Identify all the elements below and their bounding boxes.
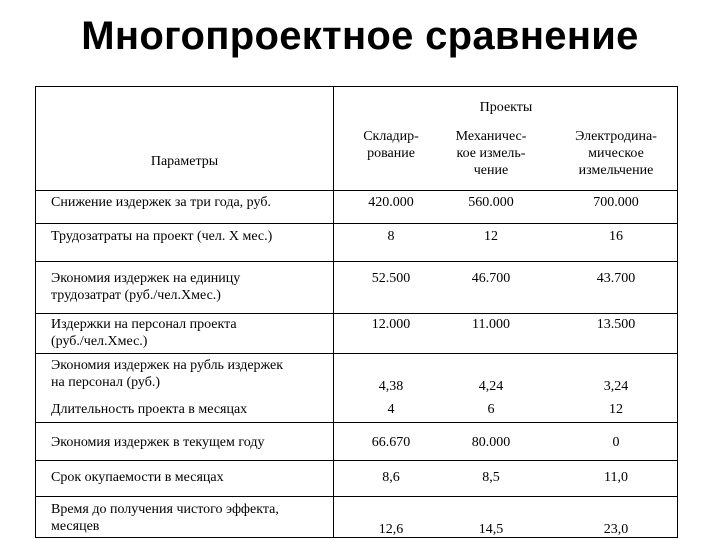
value-mechanical: 46.700	[471, 271, 511, 286]
params-header: Параметры	[150, 154, 219, 169]
value-mechanical: 560.000	[468, 195, 514, 210]
value-electrodynamic: 13.500	[596, 317, 636, 332]
row-label: Издержки на персонал проекта (руб./чел.Xмес.)	[51, 317, 237, 349]
value-warehousing: 4	[387, 402, 395, 417]
value-mechanical: 8,5	[482, 470, 500, 485]
value-warehousing: 52.500	[371, 271, 411, 286]
value-warehousing: 8	[387, 229, 395, 244]
comparison-table	[35, 86, 678, 538]
divider-row	[36, 353, 677, 354]
value-electrodynamic: 43.700	[596, 271, 636, 286]
column-header-electrodynamic: Электродина- мическое измельчение	[575, 129, 657, 178]
row-label: Длительность проекта в месяцах	[51, 402, 248, 417]
value-mechanical: 14,5	[478, 522, 504, 537]
divider-row	[36, 496, 677, 497]
value-warehousing: 12.000	[371, 317, 411, 332]
divider-row	[36, 261, 677, 262]
value-warehousing: 420.000	[368, 195, 414, 210]
row-label: Экономия издержек на единицу трудозатрат (руб./чел.Xмес.)	[51, 271, 241, 303]
value-electrodynamic: 3,24	[603, 379, 629, 394]
divider-row	[36, 313, 677, 314]
divider-params-projects	[333, 87, 334, 537]
value-mechanical: 80.000	[471, 435, 511, 450]
divider-row	[36, 223, 677, 224]
page-title: Многопроектное сравнение	[81, 14, 639, 58]
row-label: Экономия издержек в текущем году	[51, 435, 265, 450]
divider-row	[36, 422, 677, 423]
row-label: Время до получения чистого эффекта, месяцев	[51, 502, 279, 534]
row-label: Экономия издержек на рубль издержек на персонал (руб.)	[51, 358, 284, 390]
row-label: Снижение издержек за три года, руб.	[51, 195, 271, 210]
value-warehousing: 12,6	[378, 522, 404, 537]
row-label: Срок окупаемости в месяцах	[51, 470, 224, 485]
value-warehousing: 66.670	[371, 435, 411, 450]
value-mechanical: 11.000	[472, 317, 510, 332]
value-electrodynamic: 11,0	[604, 470, 628, 485]
value-electrodynamic: 700.000	[593, 195, 639, 210]
column-header-warehousing: Складир- рование	[363, 129, 419, 161]
value-mechanical: 4,24	[478, 379, 504, 394]
projects-header: Проекты	[479, 100, 533, 115]
value-electrodynamic: 23,0	[603, 522, 629, 537]
value-warehousing: 8,6	[382, 470, 400, 485]
value-electrodynamic: 0	[612, 435, 620, 450]
divider-header	[36, 190, 677, 191]
value-mechanical: 6	[487, 402, 495, 417]
row-label: Трудозатраты на проект (чел. X мес.)	[51, 229, 273, 244]
divider-row	[36, 460, 677, 461]
value-electrodynamic: 16	[609, 229, 623, 244]
column-header-mechanical: Механичес- кое измель- чение	[455, 129, 527, 178]
value-warehousing: 4,38	[378, 379, 404, 394]
value-electrodynamic: 12	[609, 402, 623, 417]
value-mechanical: 12	[484, 229, 498, 244]
